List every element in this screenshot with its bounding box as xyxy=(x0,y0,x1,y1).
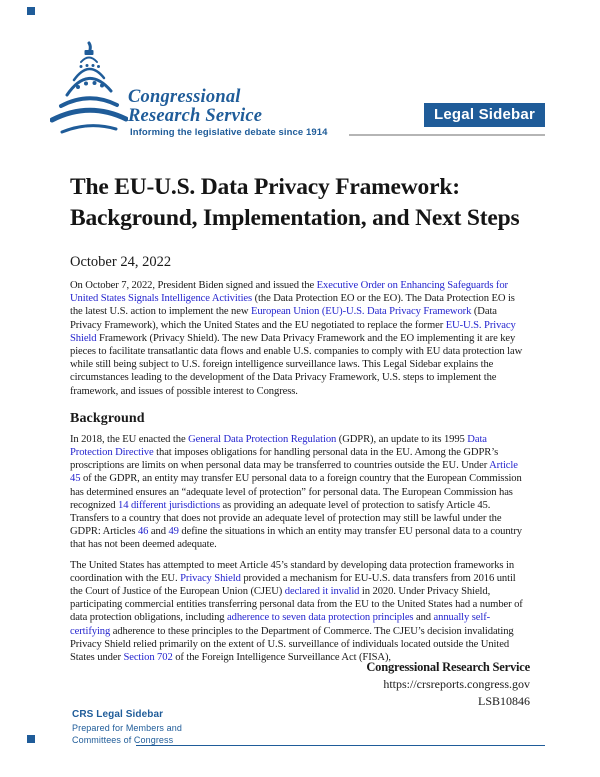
document-body xyxy=(70,172,530,664)
corner-marker-bottom xyxy=(27,735,35,743)
text-run: (GDPR), an update to its 1995 xyxy=(336,433,468,445)
text-run: On October 7, 2022, President Biden signed and issued the xyxy=(70,280,317,291)
inline-link[interactable]: Data Protection Directive xyxy=(70,433,487,459)
text-run: provided a mechanism for EU-U.S. data transfers from 2016 until the Court of Justice of the European Union (CJEU) xyxy=(70,572,516,598)
text-run: in 2020. Under Privacy Shield, participating commercial entities transferring personal data from the EU to the United States had a number of data protection obligations, including xyxy=(70,586,523,624)
report-number: LSB10846 xyxy=(477,694,530,708)
inline-link[interactable]: Section 702 xyxy=(123,652,173,664)
crs-logo-wordmark xyxy=(128,88,262,126)
header-divider xyxy=(349,134,545,136)
logo-line-2: Research Service xyxy=(128,106,263,126)
text-run: (the Data Protection EO or the EO). The Data Protection EO is the latest U.S. action to implement the new xyxy=(70,293,515,318)
section-heading-background: Background xyxy=(70,410,145,426)
inline-link[interactable]: 49 xyxy=(168,526,179,538)
inline-link[interactable]: declared it invalid xyxy=(284,586,360,598)
legal-sidebar-badge: Legal Sidebar xyxy=(424,103,545,127)
inline-link[interactable]: Article 45 xyxy=(70,460,518,485)
background-paragraph-2 xyxy=(70,559,530,665)
text-run: adherence to these principles to the Department of Commerce. The CJEU’s decision invalidating Privacy Shield relied primarily on the extent of U.S. surveillance of individuals located outside the United States under xyxy=(70,625,514,664)
footer-prepared-line-2: Committees of Congress xyxy=(72,735,174,745)
footer-url-link[interactable]: https://crsreports.congress.gov xyxy=(383,677,530,691)
page-title-line-1: The EU-U.S. Data Privacy Framework: xyxy=(70,174,460,200)
corner-marker-top xyxy=(27,7,35,15)
inline-link[interactable]: European Union (EU)-U.S. Data Privacy Framework xyxy=(250,306,472,318)
page-title xyxy=(70,172,530,234)
crs-capitol-dome-icon xyxy=(50,38,128,140)
text-run: and xyxy=(413,612,434,624)
intro-paragraph xyxy=(70,279,530,398)
footer-right-block xyxy=(366,660,530,709)
text-run: of the GDPR, an entity may transfer EU personal data to a foreign country that the European Commission has determined ensures an “adequate level of protection” for personal data. The European Commission has recognized xyxy=(70,473,522,511)
text-run: The United States has attempted to meet Article 45’s standard by developing data protection frameworks in coordination with the EU. xyxy=(70,559,515,584)
text-run: Framework (Privacy Shield). The new Data Privacy Framework and the EO implementing it are key pieces to facilitate transatlantic data flows and enable U.S. companies to comply with EU data protection law while still being subject to U.S. foreign intelligence surveillance laws. This Legal Sidebar explains the circumstances leading to the development of the Data Privacy Framework, U.S. steps to implement the framework, and issues of possible interest to Congress. xyxy=(70,332,523,397)
inline-link[interactable]: adherence to seven data protection principles xyxy=(227,612,414,624)
text-run: (Data Privacy Framework), which the United States and the EU negotiated to replace the former xyxy=(70,306,497,331)
background-paragraph-1 xyxy=(70,433,530,552)
footer-org-name: Congressional Research Service xyxy=(366,660,530,674)
footer-brand: CRS Legal Sidebar xyxy=(72,709,164,720)
page-title-line-2: Background, Implementation, and Next Steps xyxy=(70,205,520,231)
text-run: of the Foreign Intelligence Surveillance Act (FISA), xyxy=(172,652,391,664)
inline-link[interactable]: General Data Protection Regulation xyxy=(188,433,337,445)
text-run: In 2018, the EU enacted the xyxy=(70,433,189,445)
footer-divider xyxy=(136,745,545,746)
text-run: as providing an adequate level of protection to satisfy Article 45. Transfers to a country that does not provide an adequate level of protection may still be lawful under the GDPR: Articles xyxy=(70,499,502,538)
inline-link[interactable]: Privacy Shield xyxy=(180,572,241,584)
logo-line-1: Congressional xyxy=(128,87,241,107)
inline-link[interactable]: Executive Order on Enhancing Safeguards for United States Signals Intelligence Activities xyxy=(70,280,508,305)
text-run: that imposes obligations for handling personal data in the EU. Among the GDPR’s proscriptions are limits on when personal data may be transferred to countries outside the EU. Under xyxy=(70,447,499,472)
text-run: define the situations in which an entity may transfer EU personal data to a country that has not been deemed adequate. xyxy=(70,526,523,551)
logo-tagline: Informing the legislative debate since 1914 xyxy=(130,127,328,138)
footer-prepared-line-1: Prepared for Members and xyxy=(72,722,182,733)
footer-left-block xyxy=(72,709,182,745)
text-run: and xyxy=(148,526,169,538)
inline-link[interactable]: EU-U.S. Privacy Shield xyxy=(70,319,516,344)
inline-link[interactable]: 46 xyxy=(137,526,149,538)
publication-date: October 24, 2022 xyxy=(70,254,172,270)
inline-link[interactable]: 14 different jurisdictions xyxy=(118,499,220,511)
inline-link[interactable]: annually self-certifying xyxy=(70,612,491,637)
